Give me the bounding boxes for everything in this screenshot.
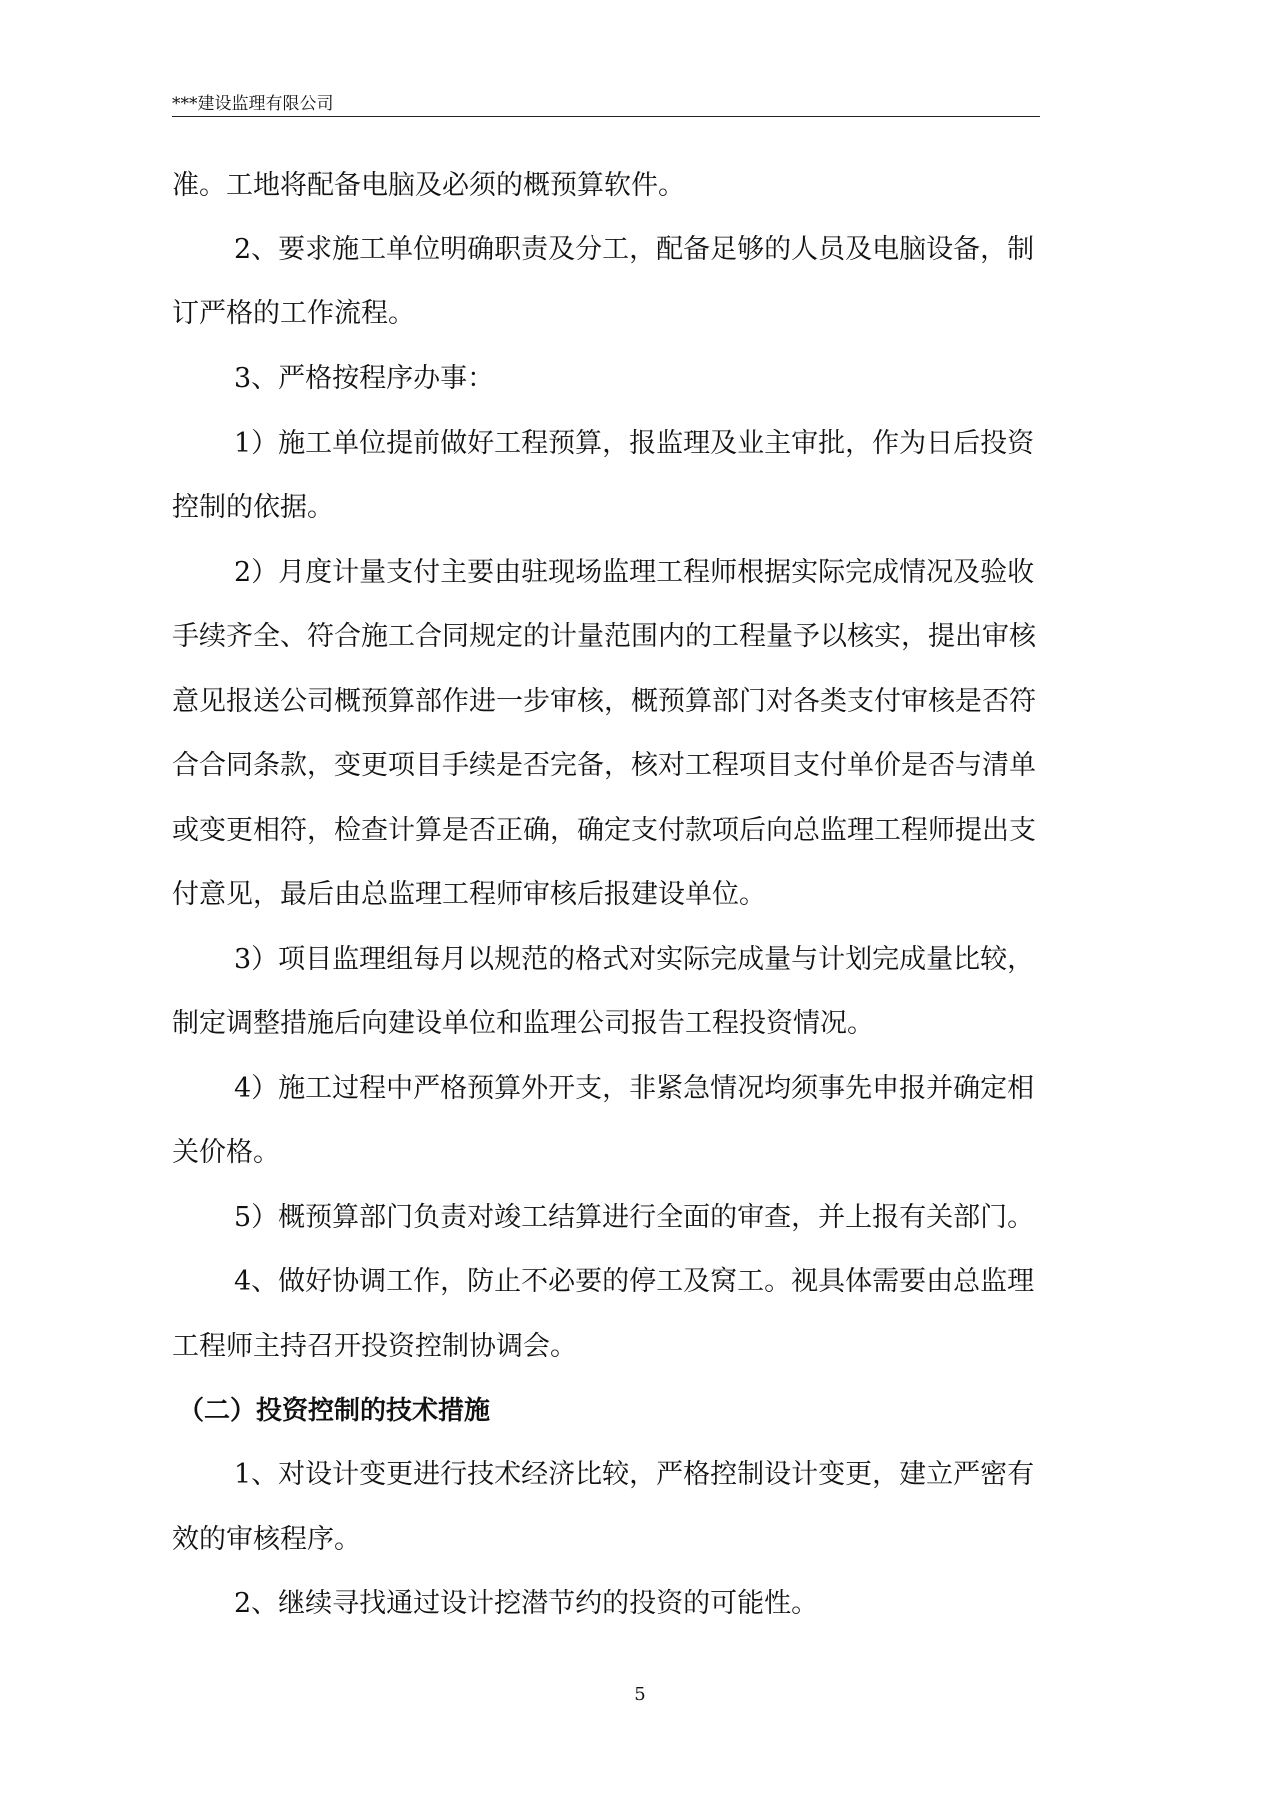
paragraph-line: 控制的依据。 [172, 492, 334, 523]
paragraph-line: 5）概预算部门负责对竣工结算进行全面的审查，并上报有关部门。 [234, 1202, 1035, 1233]
paragraph-line: 合合同条款，变更项目手续是否完备，核对工程项目支付单价是否与清单 [172, 750, 1036, 781]
paragraph-line: 订严格的工作流程。 [172, 298, 415, 329]
paragraph-line: 1、对设计变更进行技术经济比较，严格控制设计变更，建立严密有 [234, 1459, 1035, 1490]
paragraph-line: 1）施工单位提前做好工程预算，报监理及业主审批，作为日后投资 [234, 428, 1035, 459]
paragraph-line: 制定调整措施后向建设单位和监理公司报告工程投资情况。 [172, 1008, 874, 1039]
paragraph-line: 关价格。 [172, 1137, 280, 1168]
paragraph-line: 效的审核程序。 [172, 1524, 361, 1555]
paragraph-line: 3、严格按程序办事： [234, 363, 495, 394]
paragraph-line: 2、要求施工单位明确职责及分工，配备足够的人员及电脑设备，制 [234, 234, 1035, 265]
paragraph-line: 3）项目监理组每月以规范的格式对实际完成量与计划完成量比较， [234, 944, 1035, 975]
paragraph-line: 2）月度计量支付主要由驻现场监理工程师根据实际完成情况及验收 [234, 557, 1035, 588]
page-header [172, 92, 1040, 117]
paragraph-line: 或变更相符，检查计算是否正确，确定支付款项后向总监理工程师提出支 [172, 815, 1036, 846]
paragraph-line: 4）施工过程中严格预算外开支，非紧急情况均须事先申报并确定相 [234, 1073, 1035, 1104]
paragraph-line: 付意见，最后由总监理工程师审核后报建设单位。 [172, 879, 766, 910]
paragraph-line: 手续齐全、符合施工合同规定的计量范围内的工程量予以核实，提出审核 [172, 621, 1036, 652]
paragraph-line: 准。工地将配备电脑及必须的概预算软件。 [172, 170, 685, 201]
page-number: 5 [634, 1684, 646, 1705]
paragraph-line: 2、继续寻找通过设计挖潜节约的投资的可能性。 [234, 1588, 819, 1619]
paragraph-line: 工程师主持召开投资控制协调会。 [172, 1331, 577, 1362]
paragraph-line: 意见报送公司概预算部作进一步审核，概预算部门对各类支付审核是否符 [172, 686, 1036, 717]
section-heading: （二）投资控制的技术措施 [178, 1396, 491, 1426]
header-company-name: ***建设监理有限公司 [172, 94, 334, 114]
paragraph-line: 4、做好协调工作，防止不必要的停工及窝工。视具体需要由总监理 [234, 1266, 1035, 1297]
